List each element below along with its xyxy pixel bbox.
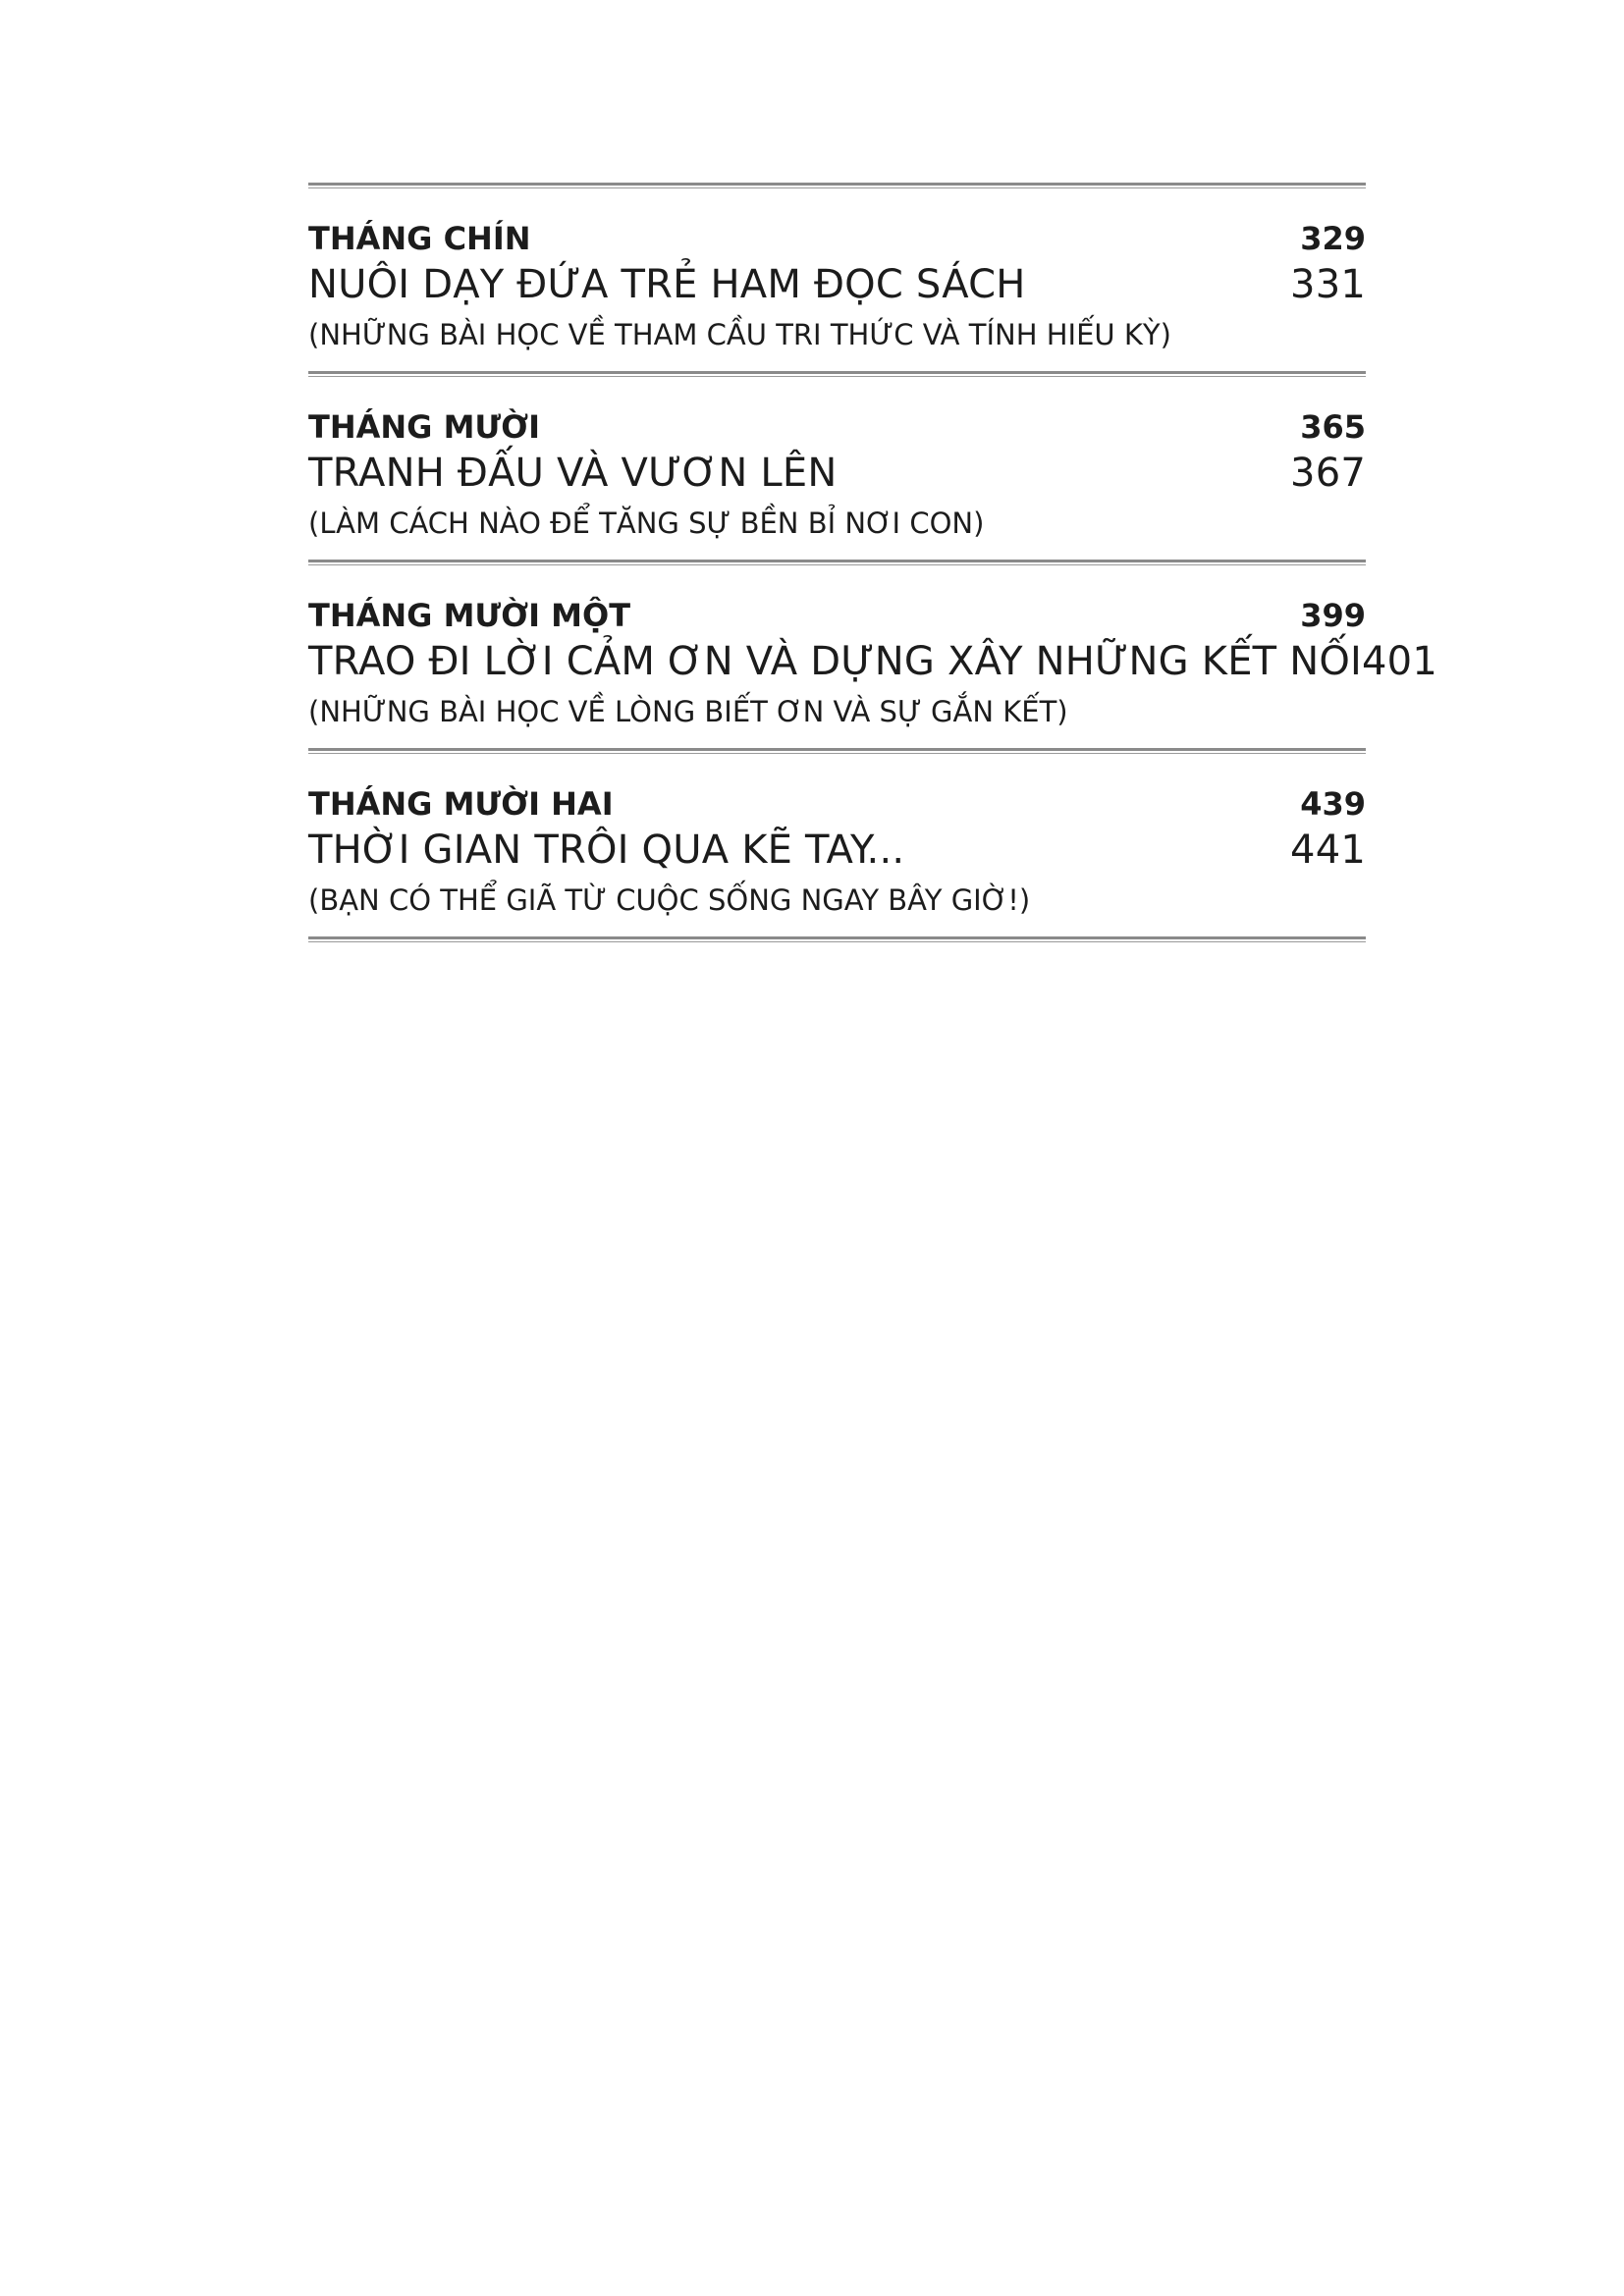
chapter-title: THỜI GIAN TRÔI QUA KẼ TAY... xyxy=(308,828,905,873)
divider xyxy=(308,936,1366,942)
chapter-row xyxy=(308,449,1366,498)
chapter-subtitle: (BẠN CÓ THỂ GIÃ TỪ CUỘC SỐNG NGAY BÂY GIỜ!) xyxy=(308,883,1031,917)
month-heading: THÁNG MƯỜI HAI xyxy=(308,785,614,823)
toc-section-thang-chin xyxy=(308,188,1366,371)
toc-section-thang-muoi xyxy=(308,377,1366,560)
month-heading: THÁNG MƯỜI MỘT xyxy=(308,597,631,634)
month-page-number: 329 xyxy=(1300,220,1366,257)
month-heading: THÁNG CHÍN xyxy=(308,220,531,257)
month-page-number: 439 xyxy=(1300,785,1366,823)
month-row xyxy=(308,594,1366,637)
chapter-title: NUÔI DẠY ĐỨA TRẺ HAM ĐỌC SÁCH xyxy=(308,262,1026,307)
chapter-subtitle: (LÀM CÁCH NÀO ĐỂ TĂNG SỰ BỀN BỈ NƠI CON) xyxy=(308,507,985,540)
chapter-page-number: 331 xyxy=(1290,262,1366,307)
chapter-subtitle: (NHỮNG BÀI HỌC VỀ THAM CẦU TRI THỨC VÀ TÍNH HIẾU KỲ) xyxy=(308,318,1171,351)
chapter-row xyxy=(308,260,1366,309)
toc-section-thang-muoi-mot xyxy=(308,565,1437,748)
table-of-contents xyxy=(308,183,1437,942)
chapter-page-number: 401 xyxy=(1362,639,1437,684)
month-page-number: 365 xyxy=(1300,408,1366,446)
chapter-title: TRANH ĐẤU VÀ VƯƠN LÊN xyxy=(308,451,838,496)
month-page-number: 399 xyxy=(1300,597,1366,634)
chapter-page-number: 441 xyxy=(1290,828,1366,873)
month-row xyxy=(308,217,1366,260)
chapter-subtitle: (NHỮNG BÀI HỌC VỀ LÒNG BIẾT ƠN VÀ SỰ GẮN KẾT) xyxy=(308,695,1068,728)
month-row xyxy=(308,405,1366,449)
toc-section-thang-muoi-hai xyxy=(308,754,1366,936)
month-row xyxy=(308,782,1366,826)
chapter-title: TRAO ĐI LỜI CẢM ƠN VÀ DỰNG XÂY NHỮNG KẾT NỐI xyxy=(308,639,1363,684)
chapter-page-number: 367 xyxy=(1290,451,1366,496)
chapter-row xyxy=(308,826,1366,875)
chapter-row xyxy=(308,637,1437,686)
month-heading: THÁNG MƯỜI xyxy=(308,408,540,446)
